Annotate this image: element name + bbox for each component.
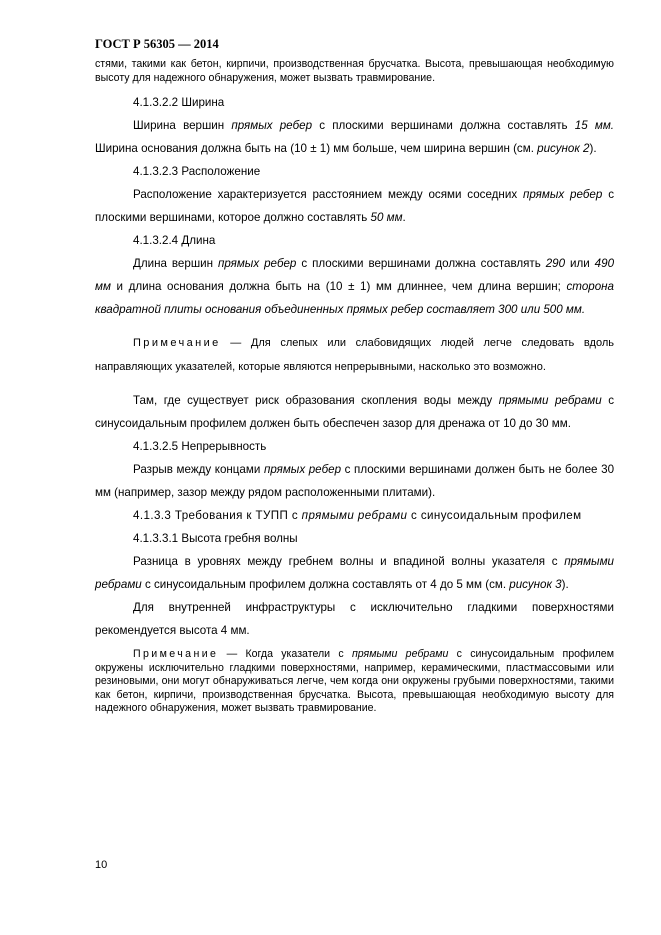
section-heading-location: 4.1.3.2.3 Расположение <box>133 165 261 178</box>
note-continuous-guidance: Примечание — Для слепых или слабовидящих людей легче следовать вдоль направляющих указателей, которые являются непрерывными, насколько это возможно. <box>95 337 614 373</box>
section-heading-requirements: 4.1.3.3 Требования к ТУПП с прямыми ребрами с синусоидальным профилем <box>133 509 582 522</box>
note-label: Примечание <box>133 648 219 660</box>
section-heading-length: 4.1.3.2.4 Длина <box>133 234 216 247</box>
section-heading-width: 4.1.3.2.2 Ширина <box>133 96 225 109</box>
drainage-paragraph: Там, где существует риск образования скопления воды между прямыми ребрами с синусоидальным профилем должен быть обеспечен зазор для дренажа от 10 до 30 мм. <box>95 394 614 430</box>
note-label: Примечание <box>133 337 221 349</box>
internal-infrastructure-paragraph: Для внутренней инфраструктуры с исключительно гладкими поверхностями рекомендуется высота 4 мм. <box>95 601 614 637</box>
document-page <box>95 36 614 716</box>
note-smooth-surfaces: Примечание — Когда указатели с прямыми ребрами с синусоидальным профилем окружены исключительно гладкими поверхностями, например, керамическими, пластмассовыми или резиновыми, они могут обнаруживаться легче, чем когда они окружены грубыми поверхностями, такими как бетон, кирпичи, производственная брусчатка. Высота, превышающая необходимую высоту для надежного обнаружения, может вызвать травмирование. <box>95 648 614 714</box>
section-heading-continuity: 4.1.3.2.5 Непрерывность <box>133 440 267 453</box>
page-number: 10 <box>95 859 108 871</box>
continuity-paragraph: Разрыв между концами прямых ребер с плоскими вершинами должен быть не более 30 мм (например, зазор между рядом расположенными плитами). <box>95 463 615 499</box>
continuation-paragraph: стями, такими как бетон, кирпичи, производственная брусчатка. Высота, превышающая необходимую высоту для надежного обнаружения, может вызвать травмирование. <box>95 58 614 84</box>
document-header: ГОСТ Р 56305 — 2014 <box>95 37 219 51</box>
section-heading-wave-height: 4.1.3.3.1 Высота гребня волны <box>133 532 298 545</box>
wave-height-paragraph: Разница в уровнях между гребнем волны и впадиной волны указателя с прямыми ребрами с синусоидальным профилем должна составлять от 4 до 5 мм (см. рисунок 3). <box>95 555 614 591</box>
location-paragraph: Расположение характеризуется расстоянием между осями соседних прямых ребер с плоскими вершинами, которое должно составлять 50 мм. <box>95 188 614 224</box>
width-paragraph: Ширина вершин прямых ребер с плоскими вершинами должна составлять 15 мм. Ширина основания должна быть на (10 ± 1) мм больше, чем ширина вершин (см. рисунок 2). <box>95 119 614 155</box>
length-paragraph: Длина вершин прямых ребер с плоскими вершинами должна составлять 290 или 490 мм и длина основания должна быть на (10 ± 1) мм длиннее, чем длина вершин; сторона квадратной плиты основания объединенных прямых ребер составляет 300 или 500 мм. <box>95 257 615 316</box>
